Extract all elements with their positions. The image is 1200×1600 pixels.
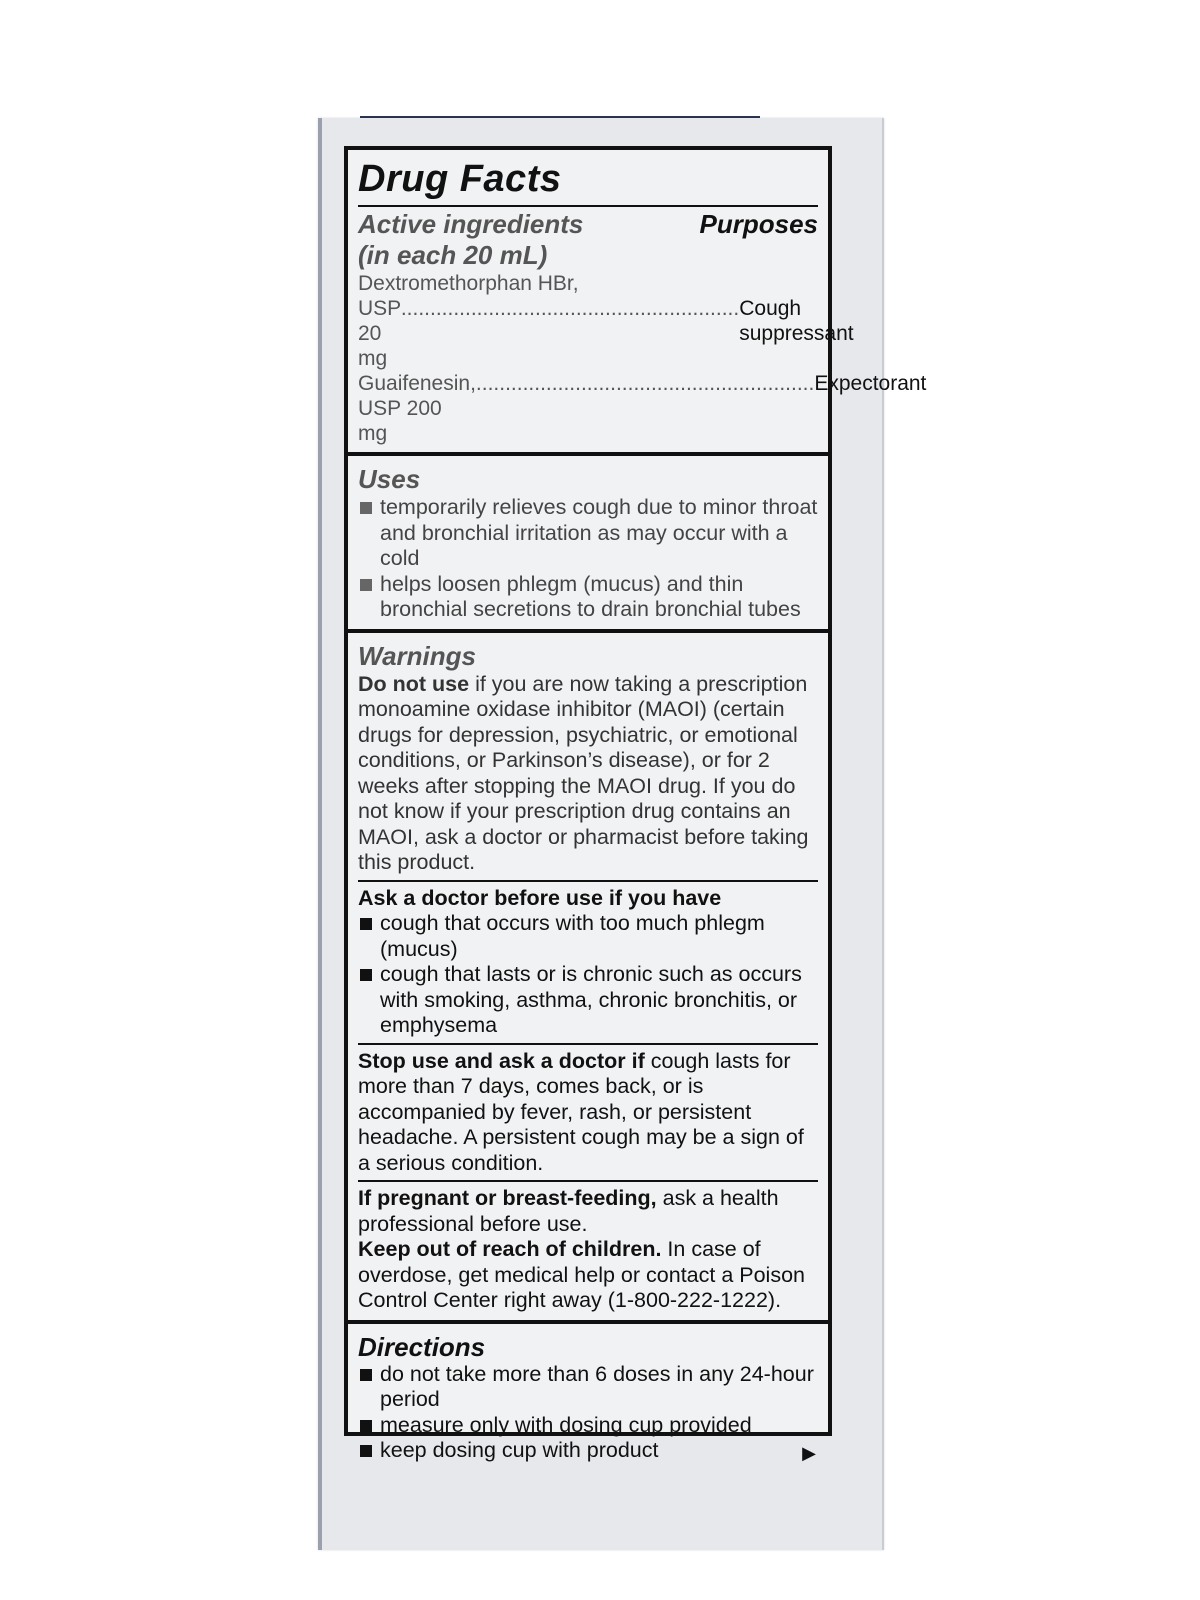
list-item: measure only with dosing cup provided: [358, 1413, 818, 1439]
continue-arrow-icon: ▶: [802, 1442, 816, 1463]
bullet-square-icon: [360, 502, 372, 514]
ingredient-1-name: Dextromethorphan HBr,: [358, 272, 579, 295]
active-ingredients-section: [348, 150, 927, 456]
ingredient-2-purpose: Expectorant: [814, 372, 927, 395]
purposes-heading: Purposes: [699, 209, 818, 239]
directions-heading: Directions: [358, 1331, 486, 1362]
list-item: temporarily relieves cough due to minor throat and bronchial irritation as may occur with a cold: [358, 495, 818, 572]
bullet-square-icon: [360, 918, 372, 930]
keep-out-of-reach: Keep out of reach of children. In case of overdose, get medical help or contact a Poison Control Center right away (1-800-222-1222).: [358, 1237, 805, 1312]
list-item: cough that occurs with too much phlegm (mucus): [358, 911, 818, 962]
ingredient-1-purpose: Cough suppressant: [739, 297, 854, 345]
list-item: helps loosen phlegm (mucus) and thin bronchial secretions to drain bronchial tubes: [358, 572, 818, 623]
leader-dots: ..........................................................: [475, 372, 815, 395]
stop-use-block: Stop use and ask a doctor if cough lasts for more than 7 days, comes back, or is accompanied by fever, rash, or persistent headache. A persistent cough may be a sign of a serious condition.: [358, 1043, 818, 1177]
uses-heading: Uses: [358, 464, 421, 494]
ingredient-1-dose: USP 20 mg: [358, 297, 401, 370]
ask-doctor-block: [358, 880, 818, 1039]
active-header-row: [358, 209, 818, 271]
panel-title: Drug Facts: [358, 158, 818, 207]
bullet-square-icon: [360, 1420, 372, 1432]
ask-doctor-list: [358, 911, 818, 1039]
bullet-square-icon: [360, 1445, 372, 1457]
list-item: keep dosing cup with product: [358, 1438, 818, 1464]
do-not-use-paragraph: Do not use if you are now taking a prescription monoamine oxidase inhibitor (MAOI) (certain drugs for depression, psychiatric, or emotional conditions, or Parkinson’s disease), or for 2 weeks after stopping the MAOI drug. If you do not know if your prescription drug contains an MAOI, ask a doctor or pharmacist before taking this product.: [358, 671, 809, 874]
list-item: do not take more than 6 doses in any 24-hour period: [358, 1362, 818, 1413]
active-ingredients-heading: Active ingredients: [358, 209, 584, 239]
directions-list: [358, 1362, 818, 1464]
ingredient-2-dose: Guaifenesin, USP 200 mg: [358, 372, 476, 445]
ask-doctor-heading: Ask a doctor before use if you have: [358, 885, 722, 910]
directions-section: [348, 1324, 828, 1470]
uses-list: [358, 495, 818, 623]
bullet-square-icon: [360, 1369, 372, 1381]
ingredient-2-row: [358, 371, 927, 446]
bullet-square-icon: [360, 579, 372, 591]
medicine-carton: [318, 118, 927, 1550]
list-item: cough that lasts or is chronic such as occurs with smoking, asthma, chronic bronchitis, or emphysema: [358, 962, 818, 1039]
leader-dots: ..........................................................: [400, 297, 740, 320]
bullet-square-icon: [360, 969, 372, 981]
pregnancy-block: If pregnant or breast-feeding, ask a health professional before use. Keep out of reach of children. In case of overdose, get medical help or contact a Poison Control Center right away (1-800-222-1222).: [358, 1180, 818, 1314]
uses-section: [348, 456, 828, 633]
warnings-heading: Warnings: [358, 640, 476, 671]
active-ingredients-subheading: (in each 20 mL): [358, 240, 548, 270]
ingredient-1-row: [358, 296, 854, 371]
warnings-section: [348, 633, 828, 1324]
drug-facts-panel: [344, 146, 927, 1463]
